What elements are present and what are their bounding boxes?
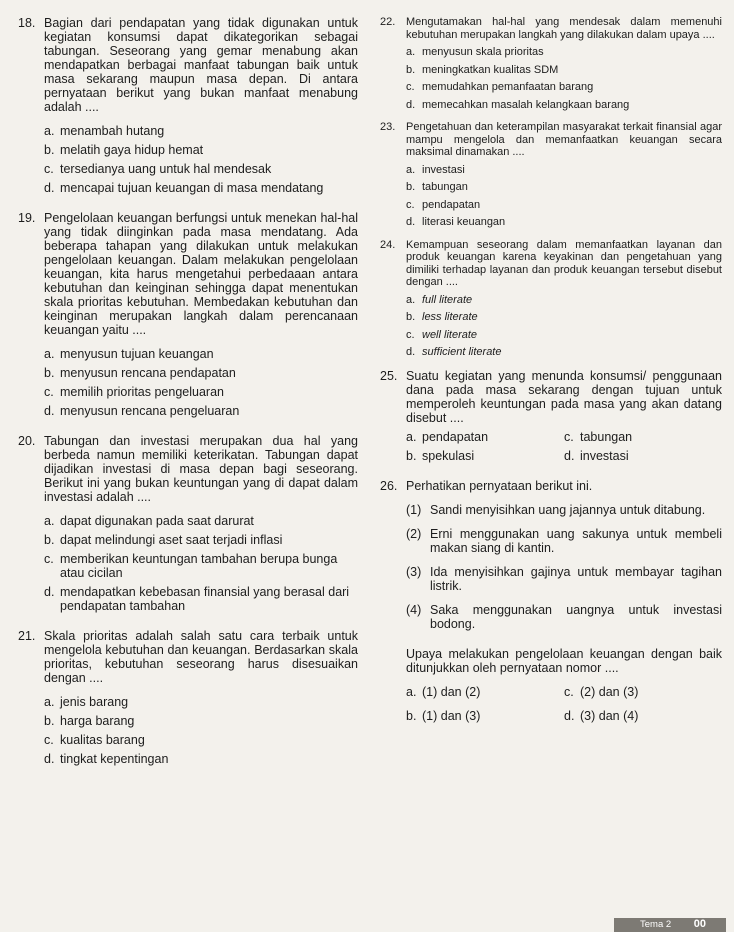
option-c[interactable]: c. (2) dan (3) <box>564 684 639 699</box>
option-c[interactable]: c. tersedianya uang untuk hal mendesak <box>44 162 272 176</box>
options-grid <box>406 449 722 463</box>
question-closing: Upaya melakukan pengelolaan keuangan dengan baik ditunjukkan oleh pernyataan nomor .... <box>406 646 722 675</box>
option-d[interactable]: d. mendapatkan kebebasan finansial yang berasal dari pendapatan tambahan <box>44 585 350 613</box>
question-number: 22. <box>380 16 396 28</box>
option-c[interactable]: c. pendapatan <box>406 198 481 211</box>
option-b[interactable]: b. meningkatkan kualitas SDM <box>406 63 559 76</box>
option-d[interactable]: d. mencapai tujuan keuangan di masa mendatang <box>44 181 324 195</box>
question-stem: Skala prioritas adalah salah satu cara terbaik untuk mengelola kebutuhan dan keuangan. Berdasarkan skala prioritas, kebutuhan seseorang harus disesuaikan dengan .... <box>44 629 358 685</box>
question-number: 19. <box>18 211 36 225</box>
option-b[interactable]: b. tabungan <box>406 181 468 193</box>
option-c[interactable]: c. memilih prioritas pengeluaran <box>44 385 224 399</box>
question-20 <box>18 434 358 613</box>
question-number: 23. <box>380 121 396 133</box>
option-c[interactable]: c. well literate <box>406 328 478 341</box>
question-stem: Pengelolaan keuangan berfungsi untuk menekan hal-hal yang tidak diinginkan pada masa mendatang. Ada beberapa tahapan yang dilakukan untuk melakukan pengelolaan keuangan. Dalam melakukan pengelolaan keuangan, kita harus mengetahui perbedaaan antara kebutuhan dan keinginan sehingga dapat menentukan skala prioritas kebutuhan. Membedakan kebutuhan dan keinginan merupakan langkah dalam perencanaan keuangan yaitu .... <box>44 211 358 337</box>
option-b[interactable]: b. spekulasi <box>406 448 475 463</box>
option-d[interactable]: d. investasi <box>564 448 629 463</box>
option-b[interactable]: b. dapat melindungi aset saat terjadi inflasi <box>44 533 283 547</box>
question-stem: Pengetahuan dan keterampilan masyarakat terkait finansial agar mampu mengelola dan memanfaatkan keuangan secara maksimal dinamakan .... <box>406 121 722 158</box>
question-stem: Mengutamakan hal-hal yang mendesak dalam memenuhi kebutuhan merupakan langkah yang dilakukan dalam upaya .... <box>406 16 722 41</box>
question-number: 24. <box>380 238 396 251</box>
option-b[interactable]: b. melatih gaya hidup hemat <box>44 143 204 157</box>
option-c[interactable]: c. tabungan <box>564 429 633 444</box>
option-a[interactable]: a. menambah hutang <box>44 124 165 138</box>
page-number: 00 <box>693 918 706 930</box>
statement-2: (2) Erni menggunakan uang sakunya untuk membeli makan siang di kantin. <box>406 526 722 555</box>
question-number: 25. <box>380 368 398 383</box>
option-d[interactable]: d. memecahkan masalah kelangkaan barang <box>406 98 630 111</box>
option-c[interactable]: c. kualitas barang <box>44 733 145 747</box>
statement-3: (3) Ida menyisihkan gajinya untuk membayar tagihan listrik. <box>406 564 722 593</box>
option-a[interactable]: a. menyusun skala prioritas <box>406 46 544 58</box>
option-d[interactable]: d. tingkat kepentingan <box>44 752 169 766</box>
question-25 <box>380 369 722 463</box>
question-23 <box>380 121 722 229</box>
question-stem: Perhatikan pernyataan berikut ini. <box>406 478 593 493</box>
option-d[interactable]: d. literasi keuangan <box>406 216 506 228</box>
option-c[interactable]: c. memudahkan pemanfaatan barang <box>406 81 594 93</box>
question-26 <box>380 479 722 723</box>
question-stem: Suatu kegiatan yang menunda konsumsi/ penggunaan dana pada masa sekarang dengan tujuan untuk memperoleh keuntungan pada masa yang akan datang disebut .... <box>406 368 722 425</box>
question-19 <box>18 211 358 418</box>
option-a[interactable]: a. jenis barang <box>44 695 129 709</box>
question-stem: Tabungan dan investasi merupakan dua hal yang berbeda namun memiliki keterikatan. Tabungan dapat dijadikan investasi di masa depan bagi seseorang. Berikut ini yang bukan keuntungan yang di dapat dalam investasi adalah .... <box>44 434 358 504</box>
option-d[interactable]: d. sufficient literate <box>406 346 502 358</box>
question-number: 26. <box>380 478 398 493</box>
options-grid <box>406 430 722 444</box>
option-d[interactable]: d. (3) dan (4) <box>564 708 639 723</box>
option-b[interactable]: b. harga barang <box>44 714 135 728</box>
options-grid <box>406 685 722 699</box>
question-18 <box>18 16 358 195</box>
option-b[interactable]: b. (1) dan (3) <box>406 708 481 723</box>
options-grid <box>406 709 722 723</box>
question-number: 18. <box>18 16 36 30</box>
left-column <box>18 16 358 766</box>
statement-4: (4) Saka menggunakan uangnya untuk investasi bodong. <box>406 602 722 631</box>
question-number: 21. <box>18 629 36 643</box>
question-stem: Bagian dari pendapatan yang tidak digunakan untuk kegiatan konsumsi dapat dikategorikan sebagai tabungan. Seseorang yang gemar menabung akan mendapatkan berbagai manfaat tabungan baik untuk masa sekarang maupun masa depan. Di antara pernyataan berikut yang bukan manfaat menabung adalah .... <box>44 16 358 114</box>
page-footer <box>614 918 726 932</box>
option-d[interactable]: d. menyusun rencana pengeluaran <box>44 404 240 418</box>
footer-theme-label: Tema 2 <box>640 919 672 930</box>
option-c[interactable]: c. memberikan keuntungan tambahan berupa bunga atau cicilan <box>44 552 338 580</box>
statement-1: (1) Sandi menyisihkan uang jajannya untuk ditabung. <box>406 502 706 517</box>
option-a[interactable]: a. pendapatan <box>406 429 489 444</box>
option-a[interactable]: a. investasi <box>406 163 465 176</box>
question-22 <box>380 16 722 111</box>
right-column <box>380 16 722 723</box>
option-a[interactable]: a. dapat digunakan pada saat darurat <box>44 514 254 528</box>
option-b[interactable]: b. less literate <box>406 311 478 323</box>
question-number: 20. <box>18 434 36 448</box>
option-a[interactable]: a. (1) dan (2) <box>406 684 481 699</box>
option-a[interactable]: a. full literate <box>406 293 473 306</box>
option-a[interactable]: a. menyusun tujuan keuangan <box>44 347 214 361</box>
option-b[interactable]: b. menyusun rencana pendapatan <box>44 366 236 380</box>
question-24 <box>380 239 722 359</box>
question-stem: Kemampuan seseorang dalam memanfaatkan layanan dan produk keuangan karena keyakinan dan pengetahuan yang dimiliki terhadap layanan dan produk keuangan tersebut disebut dengan .... <box>406 238 722 288</box>
question-21 <box>18 629 358 766</box>
